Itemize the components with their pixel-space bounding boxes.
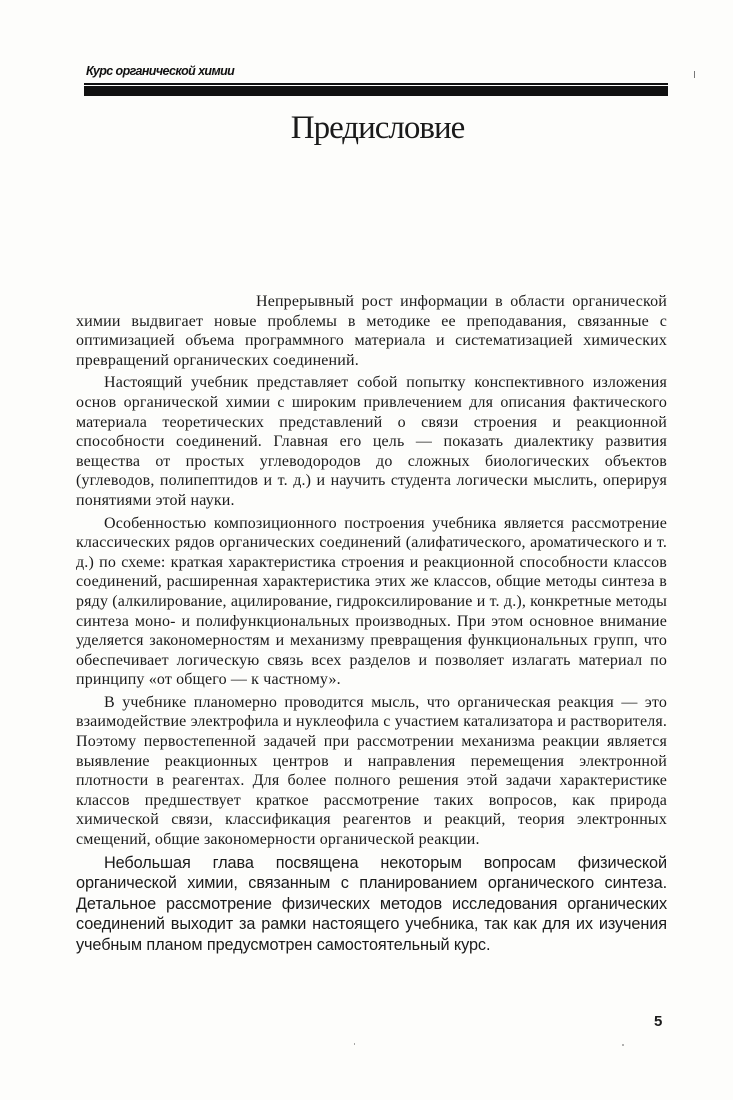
paragraph-3: Особенностью композиционного построения учебника является рассмотрение классических рядов органических соединений (алифатического, ароматического и т. д.) по схеме: краткая характеристика строения и реакционной способности классов соединений, расширенная характеристика этих же классов, общие методы синтеза в ряду (алкилирование, ацилирование, гидроксилирование и т. д.), конкретные методы синтеза моно- и полифункциональных производных. При этом основное внимание уделяется закономерностям и механизму превращения функциональных групп, что обеспечивает логическую связь всех разделов и позволяет излагать материал по принципу «от общего — к частному».: [76, 514, 667, 689]
paragraph-5: Небольшая глава посвящена некоторым вопросам физической органической химии, связанным с планированием органического синтеза. Детальное рассмотрение физических методов исследования органических соединений выходит за рамки настоящего учебника, так как для их изучения учебным планом предусмотрен самостоятельный курс.: [76, 853, 667, 954]
margin-mark: [694, 71, 695, 78]
body-text: [76, 292, 667, 955]
page-number: 5: [654, 1013, 663, 1030]
paragraph-1: Непрерывный рост информации в области органической химии выдвигает новые проблемы в методике ее преподавания, связанные с оптимизацией объема программного материала и систематизацией химических превращений органических соединений.: [76, 293, 667, 369]
header-rule: [84, 86, 668, 96]
paragraph-4: В учебнике планомерно проводится мысль, что органическая реакция — это взаимодействие электрофила и нуклеофила с участием катализатора и растворителя. Поэтому первостепенной задачей при рассмотрении механизма реакции является выявление реакционных центров и направления перемещения электронной плотности в реагентах. Для более полного решения этой задачи характеристике классов предшествует краткое рассмотрение таких вопросов, как природа химической связи, классификация реагентов и реакций, теория электронных смещений, общие закономерности органической реакции.: [76, 693, 667, 849]
scan-speck: [354, 1043, 355, 1045]
header-rule-thin: [84, 83, 668, 85]
page-title: Предисловие: [290, 110, 465, 146]
running-head: Курс органической химии: [86, 64, 235, 78]
paragraph-2: Настоящий учебник представляет собой попытку конспективного изложения основ органической химии с широким привлечением для описания фактического материала теоретических представлений о связи строения и реакционной способности соединений. Главная его цель — показать диалектику развития вещества от простых углеводородов до сложных биологических объектов (углеводов, полипептидов и т. д.) и научить студента логически мыслить, оперируя понятиями этой науки.: [76, 374, 667, 509]
scan-speck: [622, 1044, 624, 1046]
